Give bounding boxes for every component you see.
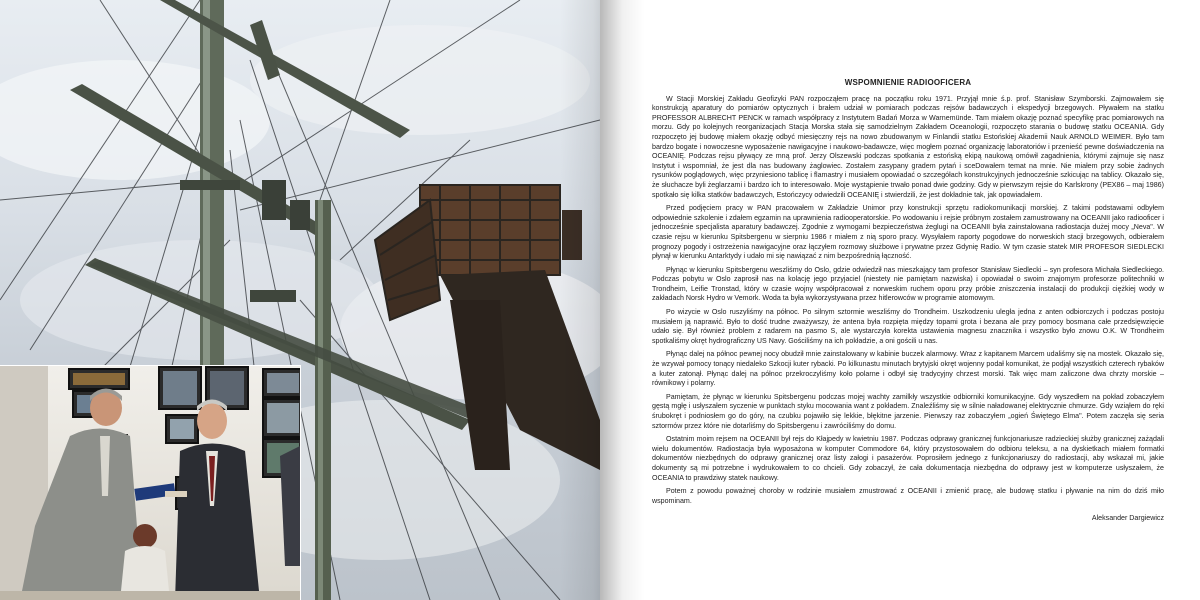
article-paragraph: W Stacji Morskiej Zakładu Geofizyki PAN rozpocząłem pracę na początku roku 1971. Przyjął mnie ś.p. prof. Stanisław Szymborski. Zajmowałem się konstrukcją aparatury do pomiarów optycznych i brałem udział w pomiarach podczas rejsów badawczych i ekspedycji brzegowych. Pływałem na statku PROFESSOR ALBRECHT PENCK w ramach współpracy z Instytutem Badań Morza w Warnemünde. Tam miałem okazję poznać specyfikę prac pomiarowych na morzu. Gdy po kolejnych reorganizacjach Stacja Morska stała się samodzielnym Zakładem Oceanologii, rozpoczęto starania o budowę statku OCEANIA. Gdy rozpoczęto jej budowę miałem okazję odbyć miesięczny rejs na nowo zbudowanym w Finlandii statku Estońskiej Akademii Nauk ARNOLD WEIMER. Było tam bardzo bogate i nowoczesne wyposażenie nawigacyjne i naukowo-badawcze, więc mogłem poznać organizację laboratoriów i przenieść pewne doświadczenia na OCEANIĘ. Podczas rejsu pływący ze mną prof. Jerzy Olszewski podczas spotkania z estońską ekipą naukową omówił zagadnienia, którymi zajmuje się nasz Instytut i wspomniał, że jest dla nas budowany żaglowiec. Zostałem zasypany gradem pytań i sceDowałem temat na mnie. Nie miałem przy sobie żadnych rysunków poglądowych, więc przyniesiono tablicę i flamastry i musiałem opowiadać o szczegółach konstrukcyjnych jednocześnie szkicując na tablicy. Okazało się, że słuchacze byli żeglarzami i bardzo ich to interesowało. Moje wystąpienie trwało ponad dwie godziny. Gdy w pierwszym rejsie do Karlskrony (PEX86 – maj 1986) spotkało się kilka statków badawczych, Estończycy odwiedzili OCEANIĘ i stwierdzili, że jest dokładnie tak, jak opowiadałem. (652, 94, 1164, 199)
gutter-shadow (560, 0, 600, 600)
article-paragraph: Przed podjęciem pracy w PAN pracowałem w Zakładzie Unimor przy konstrukcji sprzętu radiokomunikacji morskiej. Z takimi podstawami odbyłem odpowiednie szkolenie i zdałem egzamin na uprawnienia radiooperatorskie. Po wodowaniu i rejsie próbnym zostałem zamustrowany na OCEANII jako radiooficer i jednocześnie specjalista aparatury badawczej. Zgodnie z wymogami bezpieczeństwa żeglugi na OCEANII była zainstalowana radiostacja dużej mocy „Neva". W czasie rejsu w kierunku Spitsbergenu w sierpniu 1986 r miałem z nią sporo pracy. Wysyłałem raporty pogodowe do norweskich stacji brzegowych, odbierałem prognozy pogody i ostrzeżenia nawigacyjne oraz łączyłem rozmowy służbowe i prywatne przez Gdynię Radio. W tym czasie statek MIR PROFESOR SIEDLECKI płynął w kierunku Antarktydy i udało mi się nawiązać z nim bezpośrednią łączność. (652, 204, 1164, 261)
article-paragraph: Pamiętam, że płynąc w kierunku Spitsbergenu podczas mojej wachty zamilkły wszystkie odbiorniki komunikacyjne. Gdy wyszedłem na pokład zobaczyłem gęstą mgłę i usłyszałem syczenie w punktach styku mocowania want z pokładem. Znaleźliśmy się w silnie naładowanej elektrycznie chmurze. Gdy wziąłem do ręki śrubokręt i podniosłem go do góry, na czubku pojawiło się lekkie, błękitne jarzenie. Pierwszy raz zobaczyłem „ogień Świętego Elma". Potem zaczęła się seria sztormów przez które nie dotarliśmy do Spitsbergenu i zawróciliśmy do domu. (652, 392, 1164, 430)
author-signature: Aleksander Dargiewicz (1091, 514, 1164, 523)
people-illustration (0, 366, 300, 600)
inset-photo-award-ceremony (0, 365, 301, 600)
article (652, 78, 1164, 528)
article-paragraph: Potem z powodu poważnej choroby w rodzinie musiałem zmustrować z OCEANII i zmienić pracę, ale budowę statku i pływanie na nim do dziś miło wspominam. (652, 487, 1164, 505)
article-paragraph: Ostatnim moim rejsem na OCEANII był rejs do Kłajpedy w kwietniu 1987. Podczas odprawy granicznej funkcjonariusze radzieckiej służby granicznej zażądali wielu dokumentów. Radiostacja była wyposażona w komputer Commodore 64, który przystosowałem do odbioru teleksu, a na dyskietkach miałem formatki dokumentów niezbędnych do odprawy granicznej oraz listy załogi i pasażerów. Poprosiłem jednego z funkcjonariuszy do radiostacji, aby wskazał mi, jakie dokumenty są mi potrzebne i wydrukowałem to co chcieli. Gdy zobaczył, że cała dokumentacja niezbędna do odprawy jest w komputerze usłyszałem, że OCEANIA to prawdziwy statek naukowy. (652, 435, 1164, 482)
article-paragraph: Po wizycie w Oslo ruszyliśmy na północ. Po silnym sztormie weszliśmy do Trondheim. Uszkodzeniu uległa jedna z anten odbiorczych i podczas postoju musiałem ją naprawić. Było to dość trudne zważywszy, że antena była rozpięta między topami grota i bezana ale przy pomocy bosmana całe przedsięwzięcie udało się. Był również problem z radarem na pasmo S, ale wystarczyła korekta ustawienia magnesu znacznika i wszystko było znowu O.K. W Trondheim spotkaliśmy okręt hydrograficzny US Navy. Gościliśmy na ich pokładzie, a oni gościli u nas. (652, 308, 1164, 345)
article-title: WSPOMNIENIE RADIOOFICERA (844, 78, 972, 87)
article-paragraph: Płynąc w kierunku Spitsbergenu weszliśmy do Oslo, gdzie odwiedził nas mieszkający tam profesor Stanisław Siedlecki – syn profesora Michała Siedleckiego. Podczas pobytu w Oslo zaprosił nas na kolację jego przyjaciel (niestety nie pamiętam nazwiska) i opowiadał o swoim znajomym profesorze politechniki w Trondheim, Leifie Tronstad, który w czasie wojny współpracował z norweskim ruchem oporu przy próbie zniszczenia instalacji do produkcji ciężkiej wody w zakładach Norsk Hydro w Vemork. Woda ta była wykorzystywana przez hitlerowców w programie atomowym. (652, 265, 1164, 303)
article-paragraph: Płynąc dalej na północ pewnej nocy obudził mnie zainstalowany w kabinie buczek alarmowy. Wraz z kapitanem Marcem udaliśmy się na mostek. Okazało się, że wzywał pomocy tonący niedaleko Szkocji kuter rybacki. Po kilkunastu minutach brytyjski okręt wojenny podał komunikat, że podjął wszystkich czterech rybaków a kuter zatonął. Płynąc dalej na północ przekroczyliśmy koło polarne i odbył się tradycyjny chrzest morski. Tak więc mam zaliczone dwa chrzty morskie – równikowy i polarny. (652, 350, 1164, 388)
right-page (600, 0, 1200, 600)
inner-gutter-shadow (600, 0, 645, 600)
